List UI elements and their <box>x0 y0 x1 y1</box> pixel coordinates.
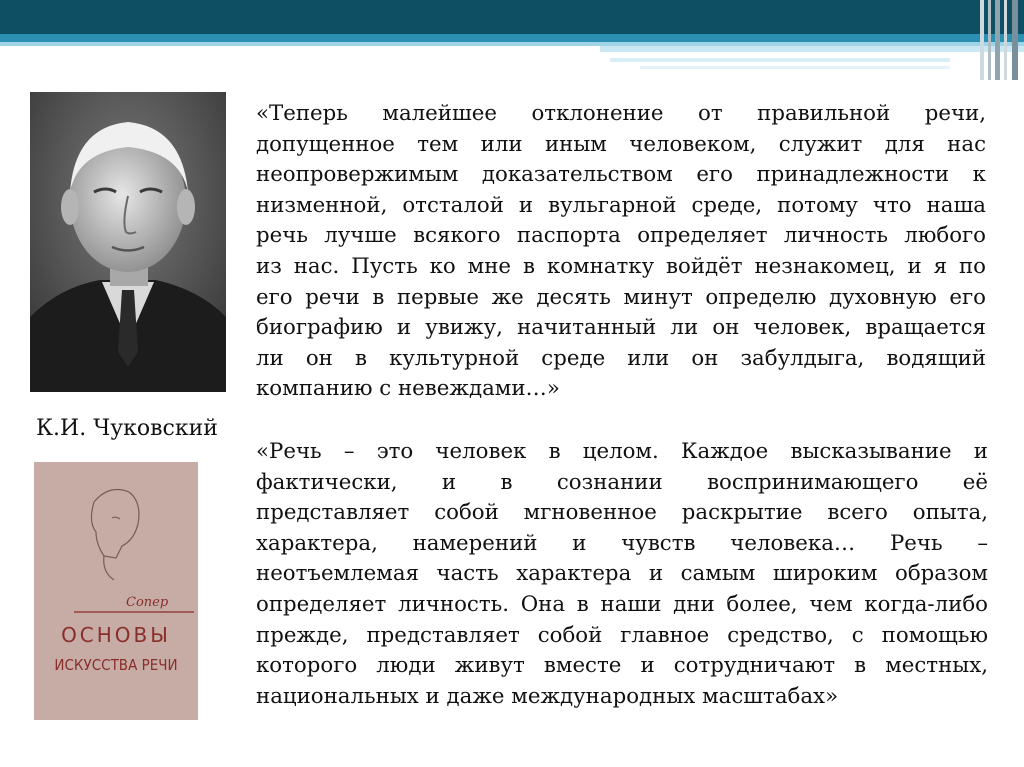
quote-line: его речи в первые же десять минут определю духовную его <box>256 284 986 310</box>
book-title-line2: ИСКУССТВА РЕЧИ <box>54 656 178 674</box>
portrait-photo <box>30 92 226 392</box>
quote-line: неопровержимым доказательством его принадлежности к <box>256 162 986 188</box>
quote-chukovsky <box>256 99 986 405</box>
header-band <box>0 0 1024 80</box>
book-author: Сопер <box>126 595 169 610</box>
quote-line: «Речь – это человек в целом. Каждое высказывание и <box>256 439 988 464</box>
quote-soper <box>256 437 988 712</box>
quote-line: прежде, представляет собой главное средство, с помощью <box>256 622 988 648</box>
quote-line: фактически, и в сознании воспринимающего её <box>256 469 988 495</box>
quote-line: которого люди живут вместе и сотрудничают в местных, <box>256 653 988 679</box>
quote-line: национальных и даже международных масштабах» <box>256 683 839 709</box>
quote-line: определяет личность. Она в наши дни более, чем когда-либо <box>256 591 988 617</box>
quote-line: неотъемлемая часть характера и самым широким образом <box>256 561 988 587</box>
book-cover <box>34 462 198 720</box>
portrait-caption: К.И. Чуковский <box>36 416 218 441</box>
book-title-line1: ОСНОВЫ <box>61 623 171 647</box>
quote-line: допущенное тем или иным человеком, служит для нас <box>256 131 986 157</box>
quote-line: компанию с невеждами…» <box>256 376 560 402</box>
quote-line: ли он в культурной среде или он забулдыга, водящий <box>256 345 986 371</box>
quote-line: биографию и увижу, начитанный ли он человек, вращается <box>256 315 986 341</box>
quote-line: низменной, отсталой и вульгарной среде, потому что наша <box>256 192 986 218</box>
quote-line: речь лучше всякого паспорта определяет личность любого <box>256 223 986 249</box>
quote-line: «Теперь малейшее отклонение от правильной речи, <box>256 101 986 126</box>
quote-line: из нас. Пусть ко мне в комнатку войдёт незнакомец, и я по <box>256 253 986 279</box>
quote-line: характера, намерений и чувств человека… Речь – <box>256 530 988 556</box>
quote-line: представляет собой мгновенное раскрытие всего опыта, <box>256 500 988 526</box>
